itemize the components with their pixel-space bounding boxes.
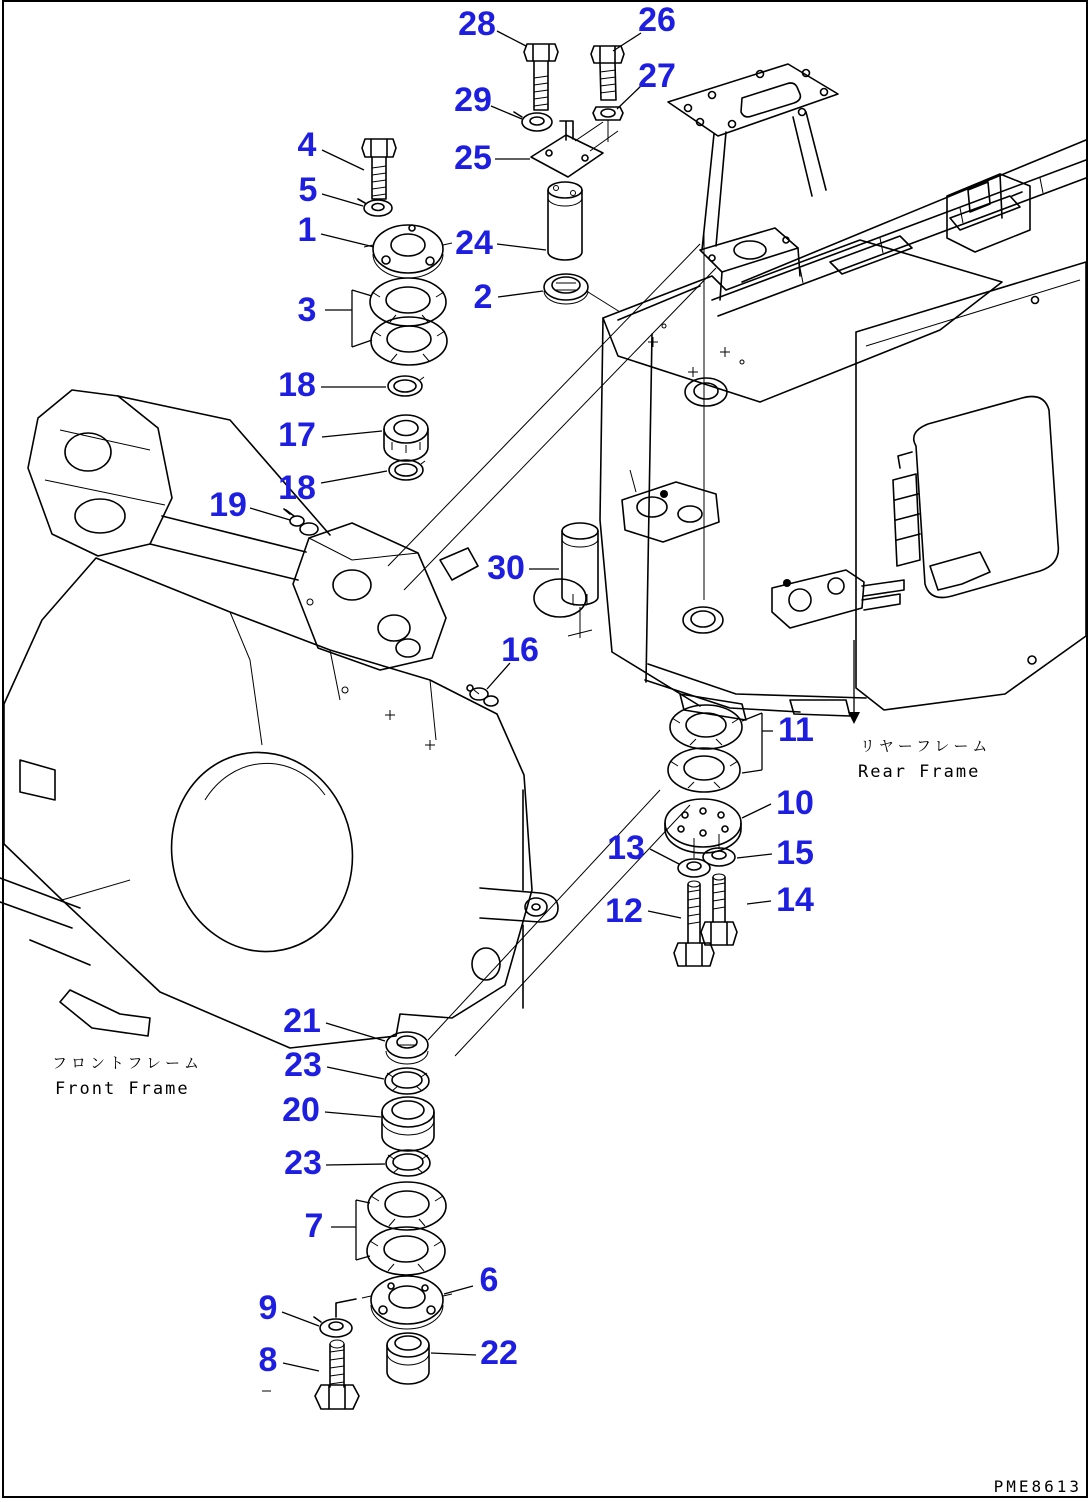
part-plate-10 — [665, 799, 741, 858]
leader-line — [431, 1353, 476, 1355]
part-fitting-16 — [467, 685, 498, 706]
leader-bracket — [742, 713, 773, 773]
leader-line — [322, 431, 382, 437]
part-snap-ring-18b — [389, 460, 425, 480]
leader-line — [326, 1023, 385, 1041]
part-bushing-20 — [382, 1097, 434, 1151]
callout-20: 20 — [282, 1091, 320, 1129]
leader-line — [650, 849, 679, 864]
part-ring-2 — [544, 274, 588, 304]
leader-line — [321, 471, 387, 483]
callout-22: 22 — [480, 1334, 518, 1372]
leader-line — [491, 106, 522, 119]
doc-number: PME8613 — [993, 1477, 1082, 1496]
callout-9: 9 — [258, 1289, 278, 1327]
part-washer-29 — [514, 112, 552, 131]
callout-1: 1 — [297, 211, 317, 249]
leader-line — [283, 1363, 319, 1371]
leader-line — [742, 804, 771, 818]
part-bearing-17 — [384, 415, 428, 461]
frame-labels — [52, 737, 991, 1099]
callout-2: 2 — [473, 278, 493, 316]
leader-line — [325, 1112, 381, 1117]
callout-29: 29 — [454, 81, 492, 119]
callout-13: 13 — [607, 829, 645, 867]
part-snap-ring-18a — [388, 376, 424, 396]
callout-28: 28 — [458, 5, 496, 43]
leader-line — [648, 911, 681, 918]
part-ring-23a — [385, 1068, 429, 1094]
callout-8: 8 — [258, 1341, 278, 1379]
callout-30: 30 — [487, 549, 525, 587]
front-frame-label-en: Front Frame — [55, 1079, 190, 1099]
rear-frame-label-arrow — [848, 712, 860, 724]
leader-line — [737, 854, 772, 858]
callout-4: 4 — [297, 126, 317, 164]
part-nut-27 — [593, 107, 623, 142]
front-frame-label-jp: フロントフレーム — [52, 1054, 203, 1072]
callout-6: 6 — [479, 1261, 499, 1299]
part-bolt-12 — [674, 881, 714, 966]
leader-line — [444, 1286, 473, 1294]
leader-line — [321, 234, 374, 247]
part-washer-5 — [358, 199, 392, 216]
callout-18b: 18 — [278, 469, 316, 507]
callout-3: 3 — [297, 291, 317, 329]
callout-5: 5 — [298, 171, 318, 209]
callout-7: 7 — [304, 1207, 324, 1245]
callout-18a: 18 — [278, 366, 316, 404]
leader-bracket — [325, 290, 372, 347]
callout-16: 16 — [501, 631, 539, 669]
callout-19: 19 — [209, 486, 247, 524]
callout-17: 17 — [278, 416, 316, 454]
leader-bracket — [331, 1200, 370, 1260]
leader-line — [322, 150, 364, 170]
leader-line — [282, 1312, 319, 1326]
callout-26: 26 — [638, 1, 676, 39]
leader-line — [498, 291, 543, 297]
part-bushing-22 — [387, 1333, 429, 1384]
callout-21: 21 — [283, 1002, 321, 1040]
part-shim-plates-7 — [367, 1182, 446, 1275]
callout-10: 10 — [776, 784, 814, 822]
callout-15: 15 — [776, 834, 814, 872]
part-washer-15 — [703, 848, 735, 866]
part-bolt-4 — [362, 139, 396, 199]
leader-line — [613, 33, 641, 51]
callout-27: 27 — [638, 57, 676, 95]
leader-line — [497, 244, 546, 250]
part-ring-23b — [386, 1150, 430, 1176]
part-shim-plates-3 — [370, 278, 447, 365]
part-bolt-14 — [701, 874, 737, 945]
part-bolt-26 — [591, 46, 624, 100]
callout-23a: 23 — [284, 1046, 322, 1084]
callout-11: 11 — [778, 711, 814, 749]
leader-line — [747, 901, 771, 904]
rear-frame-label-jp: リヤーフレーム — [860, 737, 992, 755]
callout-12: 12 — [605, 892, 643, 930]
callout-25: 25 — [454, 139, 492, 177]
part-pin-24 — [548, 182, 582, 260]
leader-line — [322, 194, 363, 206]
callout-23b: 23 — [284, 1144, 322, 1182]
part-flange-6 — [362, 1276, 452, 1329]
part-flange-ring-1 — [364, 225, 452, 278]
part-bolt-28 — [524, 44, 558, 110]
leader-lines — [250, 31, 773, 1371]
rear-frame-label-en: Rear Frame — [858, 762, 981, 782]
callout-24: 24 — [455, 224, 493, 262]
callout-14: 14 — [776, 881, 814, 919]
leader-line — [326, 1164, 385, 1165]
part-grease-fitting-19 — [284, 509, 318, 535]
part-washer-9 — [314, 1299, 356, 1337]
leader-line — [327, 1067, 384, 1079]
leader-line — [497, 31, 526, 46]
